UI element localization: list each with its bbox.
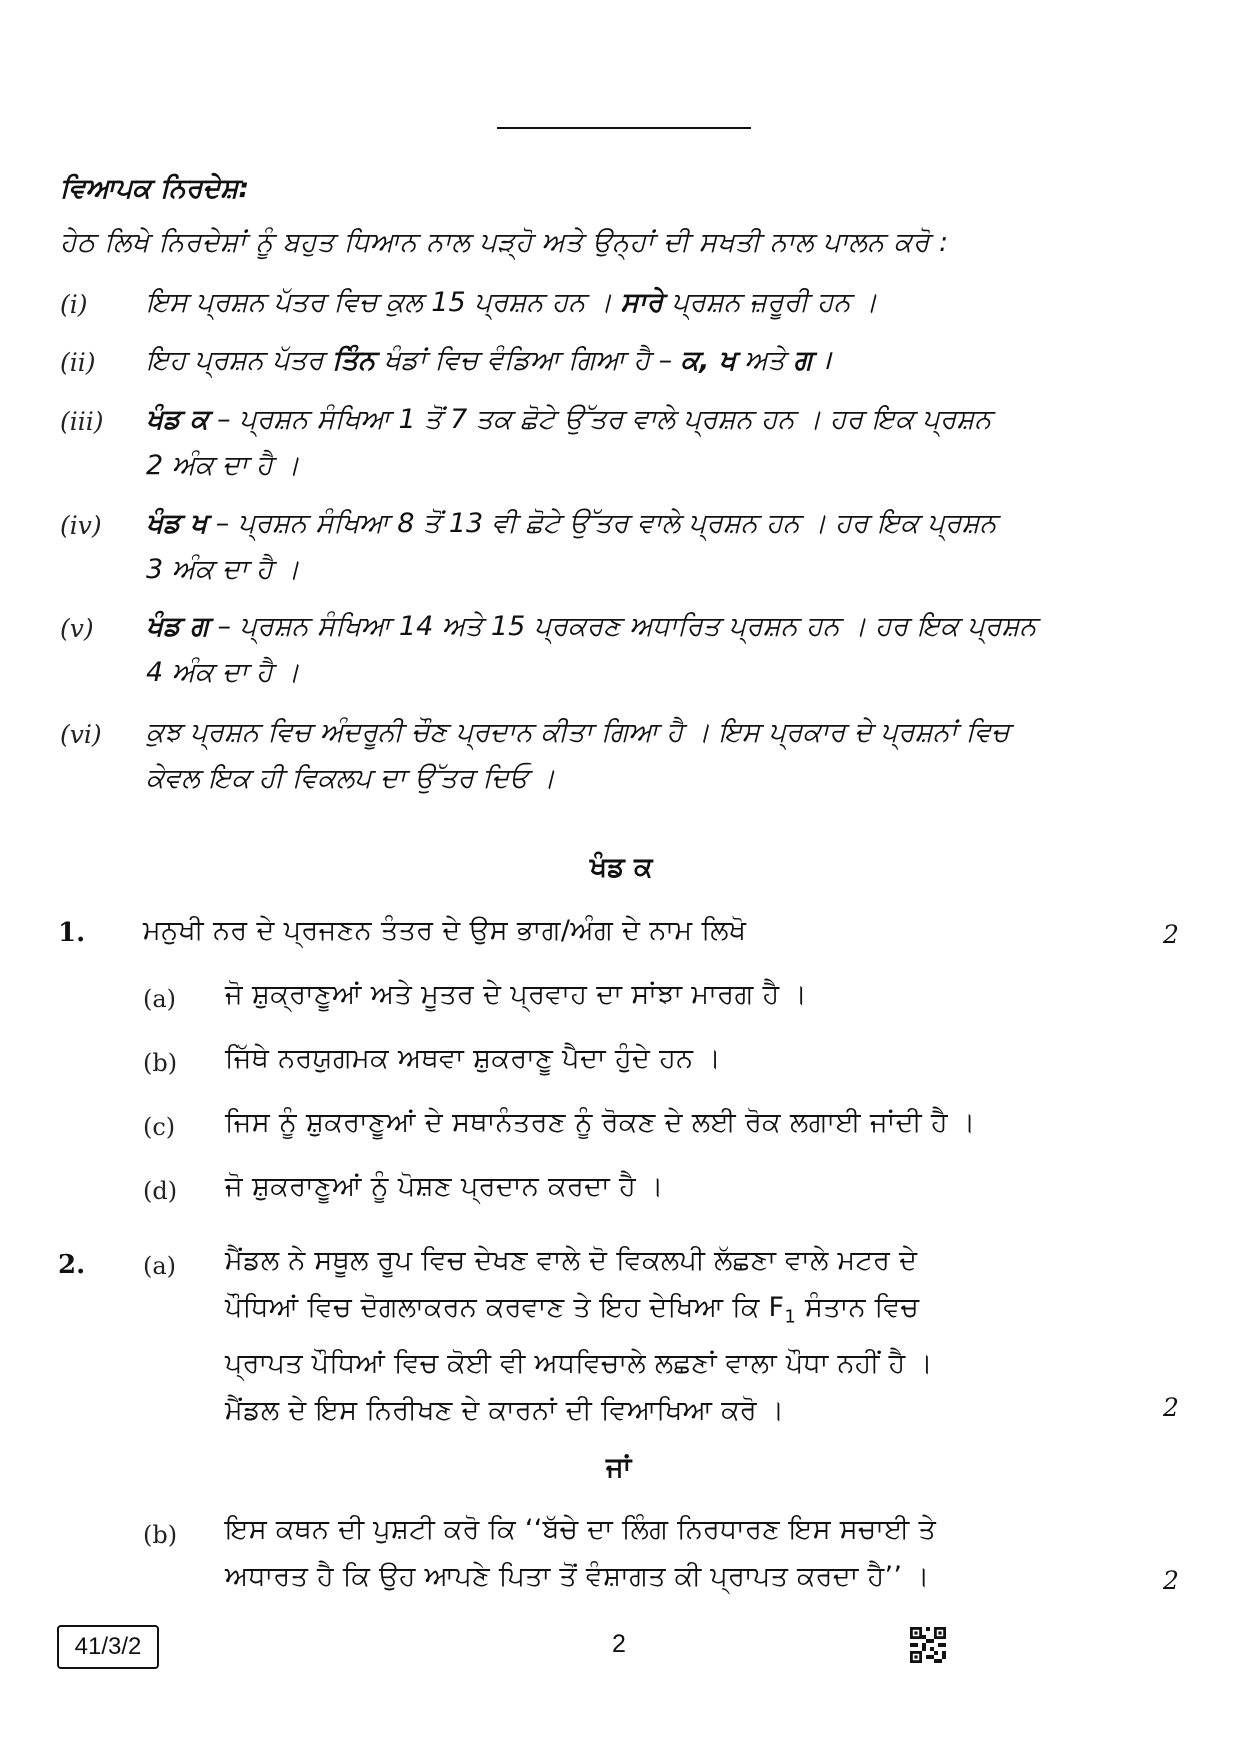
part-label: (c) [143, 1113, 176, 1141]
instruction-number: (v) [60, 614, 94, 643]
instruction-number: (vi) [60, 720, 102, 749]
instruction-text: ਇਸ ਪ੍ਰਸ਼ਨ ਪੱਤਰ ਵਿਚ ਕੁਲ 15 ਪ੍ਰਸ਼ਨ ਹਨ । ਸਾਰੇ ਪ੍ਰਸ਼ਨ ਜ਼ਰੂਰੀ ਹਨ । [146, 287, 878, 318]
part-label: (d) [143, 1177, 178, 1205]
part-label: (a) [143, 985, 177, 1013]
instructions-heading: ਵਿਆਪਕ ਨਿਰਦੇਸ਼: [60, 173, 250, 204]
part-text: ਜੋ ਸ਼ੁਕਰਾਣੂਆਂ ਨੂੰ ਪੋਸ਼ਣ ਪ੍ਰਦਾਨ ਕਰਦਾ ਹੈ । [225, 1171, 664, 1202]
instruction-number: (i) [60, 290, 88, 319]
section-title: ਖੰਡ ਕ [590, 852, 653, 883]
part-label: (b) [143, 1049, 178, 1077]
question-number: 1. [58, 918, 86, 948]
paper-code: 41/3/2 [57, 1625, 159, 1669]
instruction-text: ਖੰਡ ਕ – ਪ੍ਰਸ਼ਨ ਸੰਖਿਆ 1 ਤੋਂ 7 ਤਕ ਛੋਟੇ ਉੱਤਰ ਵਾਲੇ ਪ੍ਰਸ਼ਨ ਹਨ । ਹਰ ਇਕ ਪ੍ਰਸ਼ਨ 2 ਅੰਕ ਦਾ ਹੈ । [146, 404, 992, 481]
instruction-number: (iii) [60, 407, 104, 436]
instruction-text: ਇਹ ਪ੍ਰਸ਼ਨ ਪੱਤਰ ਤਿੰਨ ਖੰਡਾਂ ਵਿਚ ਵੰਡਿਆ ਗਿਆ ਹੈ – ਕ, ਖ ਅਤੇ ਗ । [146, 345, 832, 376]
part-text: ਜਿਸ ਨੂੰ ਸ਼ੁਕਰਾਣੂਆਂ ਦੇ ਸਥਾਨੰਤਰਣ ਨੂੰ ਰੋਕਣ ਦੇ ਲਈ ਰੋਕ ਲਗਾਈ ਜਾਂਦੀ ਹੈ । [225, 1107, 976, 1138]
marks: 2 [1163, 1393, 1179, 1422]
part-text: ਮੈਂਡਲ ਨੇ ਸਥੂਲ ਰੂਪ ਵਿਚ ਦੇਖਣ ਵਾਲੇ ਦੋ ਵਿਕਲਪੀ ਲੱਛਣਾ ਵਾਲੇ ਮਟਰ ਦੇ ਪੌਧਿਆਂ ਵਿਚ ਦੋਗਲਾਕਰਨ ਕਰਵਾਣ ਤੇ ਇਹ ਦੇਖਿਆ ਕਿ $F_1$ ਸੰਤਾਨ ਵਿਚ ਪ੍ਰਾਪਤ ਪੌਧਿਆਂ ਵਿਚ ਕੋਈ ਵੀ ਅਧਵਿਚਾਲੇ ਲਛਣਾਂ ਵਾਲਾ ਪੌਧਾ ਨਹੀਂ ਹੈ । ਮੈਂਡਲ ਦੇ ਇਸ ਨਿਰੀਖਣ ਦੇ ਕਾਰਨਾਂ ਦੀ ਵਿਆਖਿਆ ਕਰੋ । [225, 1245, 933, 1427]
subscript: 1 [784, 1306, 797, 1328]
part-label: (b) [143, 1521, 178, 1549]
or-label: ਜਾਂ [606, 1452, 632, 1483]
page-number: 2 [612, 1630, 626, 1658]
instruction-number: (ii) [60, 348, 96, 377]
instruction-text: ਕੁਝ ਪ੍ਰਸ਼ਨ ਵਿਚ ਅੰਦਰੂਨੀ ਚੌਣ ਪ੍ਰਦਾਨ ਕੀਤਾ ਗਿਆ ਹੈ । ਇਸ ਪ੍ਰਕਾਰ ਦੇ ਪ੍ਰਸ਼ਨਾਂ ਵਿਚ ਕੇਵਲ ਇਕ ਹੀ ਵਿਕਲਪ ਦਾ ਉੱਤਰ ਦਿਓ । [146, 717, 1010, 794]
part-text: ਇਸ ਕਥਨ ਦੀ ਪੁਸ਼ਟੀ ਕਰੋ ਕਿ ‘‘ਬੱਚੇ ਦਾ ਲਿੰਗ ਨਿਰਧਾਰਣ ਇਸ ਸਚਾਈ ਤੇ ਅਧਾਰਤ ਹੈ ਕਿ ਉਹ ਆਪਣੇ ਪਿਤਾ ਤੋਂ ਵੰਸ਼ਾਗਤ ਕੀ ਪ੍ਰਾਪਤ ਕਰਦਾ ਹੈ’’ । [225, 1514, 937, 1592]
instruction-number: (iv) [60, 511, 102, 540]
top-rule [497, 127, 751, 129]
instruction-text: ਖੰਡ ਖ – ਪ੍ਰਸ਼ਨ ਸੰਖਿਆ 8 ਤੋਂ 13 ਵੀ ਛੋਟੇ ਉੱਤਰ ਵਾਲੇ ਪ੍ਰਸ਼ਨ ਹਨ । ਹਰ ਇਕ ਪ੍ਰਸ਼ਨ 3 ਅੰਕ ਦਾ ਹੈ । [146, 508, 997, 585]
question-number: 2. [58, 1250, 86, 1280]
instruction-text: ਖੰਡ ਗ – ਪ੍ਰਸ਼ਨ ਸੰਖਿਆ 14 ਅਤੇ 15 ਪ੍ਰਕਰਣ ਅਧਾਰਿਤ ਪ੍ਰਸ਼ਨ ਹਨ । ਹਰ ਇਕ ਪ੍ਰਸ਼ਨ 4 ਅੰਕ ਦਾ ਹੈ । [146, 611, 1037, 688]
instructions-intro: ਹੇਠ ਲਿਖੇ ਨਿਰਦੇਸ਼ਾਂ ਨੂੰ ਬਹੁਤ ਧਿਆਨ ਨਾਲ ਪੜ੍ਹੋ ਅਤੇ ਉਨ੍ਹਾਂ ਦੀ ਸਖਤੀ ਨਾਲ ਪਾਲਨ ਕਰੋ : [60, 227, 949, 258]
part-text: ਜੋ ਸ਼ੁਕ੍ਰਾਣੂਆਂ ਅਤੇ ਮੂਤਰ ਦੇ ਪ੍ਰਵਾਹ ਦਾ ਸਾਂਝਾ ਮਾਰਗ ਹੈ । [225, 979, 808, 1010]
marks: 2 [1163, 1566, 1179, 1595]
part-label: (a) [143, 1252, 177, 1280]
part-text: ਜਿੱਥੇ ਨਰਯੁਗਮਕ ਅਥਵਾ ਸ਼ੁਕਰਾਣੂ ਪੈਦਾ ਹੁੰਦੇ ਹਨ । [225, 1043, 722, 1074]
question-text: ਮਨੁਖੀ ਨਰ ਦੇ ਪ੍ਰਜਣਨ ਤੰਤਰ ਦੇ ਉਸ ਭਾਗ/ਅੰਗ ਦੇ ਨਾਮ ਲਿਖੋ [143, 915, 747, 946]
qr-code-icon [910, 1627, 946, 1663]
marks: 2 [1163, 920, 1179, 949]
